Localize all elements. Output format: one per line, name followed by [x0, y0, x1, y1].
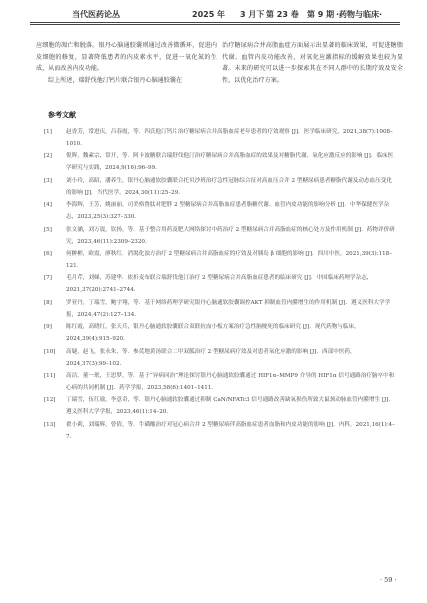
reference-number: [11]	[44, 372, 56, 379]
reference-number: [13]	[44, 421, 56, 428]
issue-number: 第 9 期	[307, 10, 335, 19]
reference-item	[44, 272, 396, 296]
reference-text: 何翀彬，欧震，廖秋红．消渴化浊方治疗 2 型糖尿病合并高脂血症的疗效及对胰岛 β 细胞的影响 [J]．四川中医，2021,39(3):118–121.	[66, 250, 393, 269]
reference-number: [10]	[44, 348, 56, 355]
reference-text: 倪晖，魏素宗，常开，等．阿卡波糖联合瑞舒伐他汀治疗糖尿病合并高脂血症的效果及对糖脂代谢、氧化应激反应的影响 [J]．临床医学研究与实践，2024,9(16):96–99.	[66, 153, 394, 172]
reference-item	[44, 199, 396, 223]
reference-text: 丁瑞雪，伍红瑜，李意奇，等．银丹心脑通软胶囊通过抑制 CaN/NFATc3 信号通路改善缺氧损伤所致大鼠颈动脉血管内膜增生 [J]．遵义医科大学学报，2023,46(1):14–20.	[66, 397, 395, 416]
reference-number: [8]	[44, 299, 52, 306]
reference-number: [5]	[44, 226, 52, 233]
reference-item	[44, 224, 396, 248]
reference-number: [2]	[44, 153, 52, 160]
reference-item	[44, 370, 396, 394]
reference-text: 高婕，赵飞，张永朱，等．参芪地黄汤联合二甲双胍治疗 2 型糖尿病疗效及对患者氧化应激的影响 [J]．西部中医药，2024,37(3):99–102.	[66, 348, 356, 367]
reference-item	[44, 248, 396, 272]
header-rule-top	[30, 22, 400, 23]
body-paragraph: 治疗糖尿病合并高脂血症方面展示出显著的临床效果，可促进糖脂代谢、血管内皮功能改善，对氧化应激指标的缓解效果也较为显著。未来的研究可以进一步探索其在不同人群中的长期疗效及安全性，以优化治疗方案。	[222, 42, 403, 84]
reference-item	[44, 126, 396, 150]
body-paragraph: 应细胞的凋亡和脱落。银丹心脑通胶囊则通过改善微循环，促进内皮细胞的修复，显著降低患者的内皮素水平，促进一氧化氮的生成，从而改善内皮功能。	[36, 42, 217, 73]
reference-text: 陈红霞，高晓红，张天兵，银丹心脑通软胶囊联合双联抗血小板方案治疗急性脑梗死的临床研究 [J]．现代药物与临床，2024,39(4):915–920.	[66, 324, 360, 343]
reference-text: 李海辉，王芳，姚丽丽，司美格鲁肽对肥胖 2 型糖尿病合并高脂血症患者脂糖代谢、血管内皮功能的影响分析 [J]．中华保健医学杂志，2023,25(3):327–330.	[66, 202, 390, 221]
journal-name: 当代医药论丛	[72, 10, 120, 19]
reference-number: [9]	[44, 324, 52, 331]
reference-number: [4]	[44, 202, 52, 209]
reference-text: 翟小莉，刘瑞辉，曾倩，等．牛磺酸治疗对冠心病合并 2 型糖尿病伴高脂血症患者血脂和内皮功能的影响 [J]．内科，2021,16(1):4–7.	[66, 421, 395, 440]
running-header	[30, 8, 400, 21]
reference-item	[44, 321, 396, 345]
reference-text: 毛月芹，刘娣，苏建华．依折麦布联合瑞舒伐他汀治疗 2 型糖尿病合并高脂血症患者的临床研究 [J]．中国临床药理学杂志，2021,37(20):2741–2744.	[66, 275, 373, 294]
reference-text: 罗亚丹，丁瑞雪，鲍宇翔，等．基于网络药理学研究银丹心脑通软胶囊调控AKT 抑制血管内膜增生的作用机制 [J]．遵义医科大学学报，2024,47(2):127–134.	[66, 299, 391, 318]
reference-item	[44, 346, 396, 370]
reference-item	[44, 394, 396, 418]
section-label: ·药物与临床·	[336, 10, 383, 19]
reference-text: 赵香芳，常进庆，吕春霞，等．四氏他汀钙片治疗糖尿病合并高脂血症老年患者的疗效观察 [J]．医学临床研究，2021,38(7):1008–1010.	[66, 129, 393, 147]
reference-item	[44, 297, 396, 321]
volume-number: 第 23 卷	[266, 10, 299, 19]
reference-number: [12]	[44, 397, 56, 404]
right-column	[222, 40, 403, 86]
reference-text: 刘小玲，高昭，潘养生，银丹心脑通软胶囊联合托贝沙班治疗急性冠脉综合征对高血压合并 2 型糖尿病患者糖脂代谢及动态血压变化的影响 [J]．当代医学，2024,30(11):25–29.	[66, 177, 392, 196]
header-rule-bottom	[30, 24, 400, 25]
reference-item	[44, 175, 396, 199]
page-number: · 59 ·	[380, 576, 397, 584]
reference-list	[44, 126, 396, 443]
body-paragraph: 综上所述，瑞舒伐他汀钙片联合银丹心脑通胶囊在	[48, 76, 183, 84]
reference-item	[44, 419, 396, 443]
issue-year: 2025 年	[192, 10, 226, 19]
issue-month: 3 月下	[240, 10, 265, 19]
reference-number: [7]	[44, 275, 52, 282]
reference-number: [1]	[44, 129, 52, 135]
reference-number: [6]	[44, 250, 52, 257]
reference-text: 张文涵，刘万震，钦扬，等．基于整合用药及肥大网络探讨中药治疗 2 型糖尿病合并高脂血症的核心处方及作用机制 [J]．药物评价研究，2023,46(11):2309–2320.	[66, 226, 395, 245]
references-heading: 参考文献	[48, 111, 76, 119]
left-column	[36, 40, 217, 86]
reference-text: 高洁，董一珉，王思梦，等．基于“异病同治”理论探讨银丹心脑通软胶囊通过 HIF1α–MMP9 介导的 HIF1α 信号通路治疗脑卒中和心病的共同机制 [J]．药学学报，2023,58(6):1401–1411.	[66, 372, 395, 391]
reference-item	[44, 150, 396, 174]
reference-number: [3]	[44, 177, 52, 184]
